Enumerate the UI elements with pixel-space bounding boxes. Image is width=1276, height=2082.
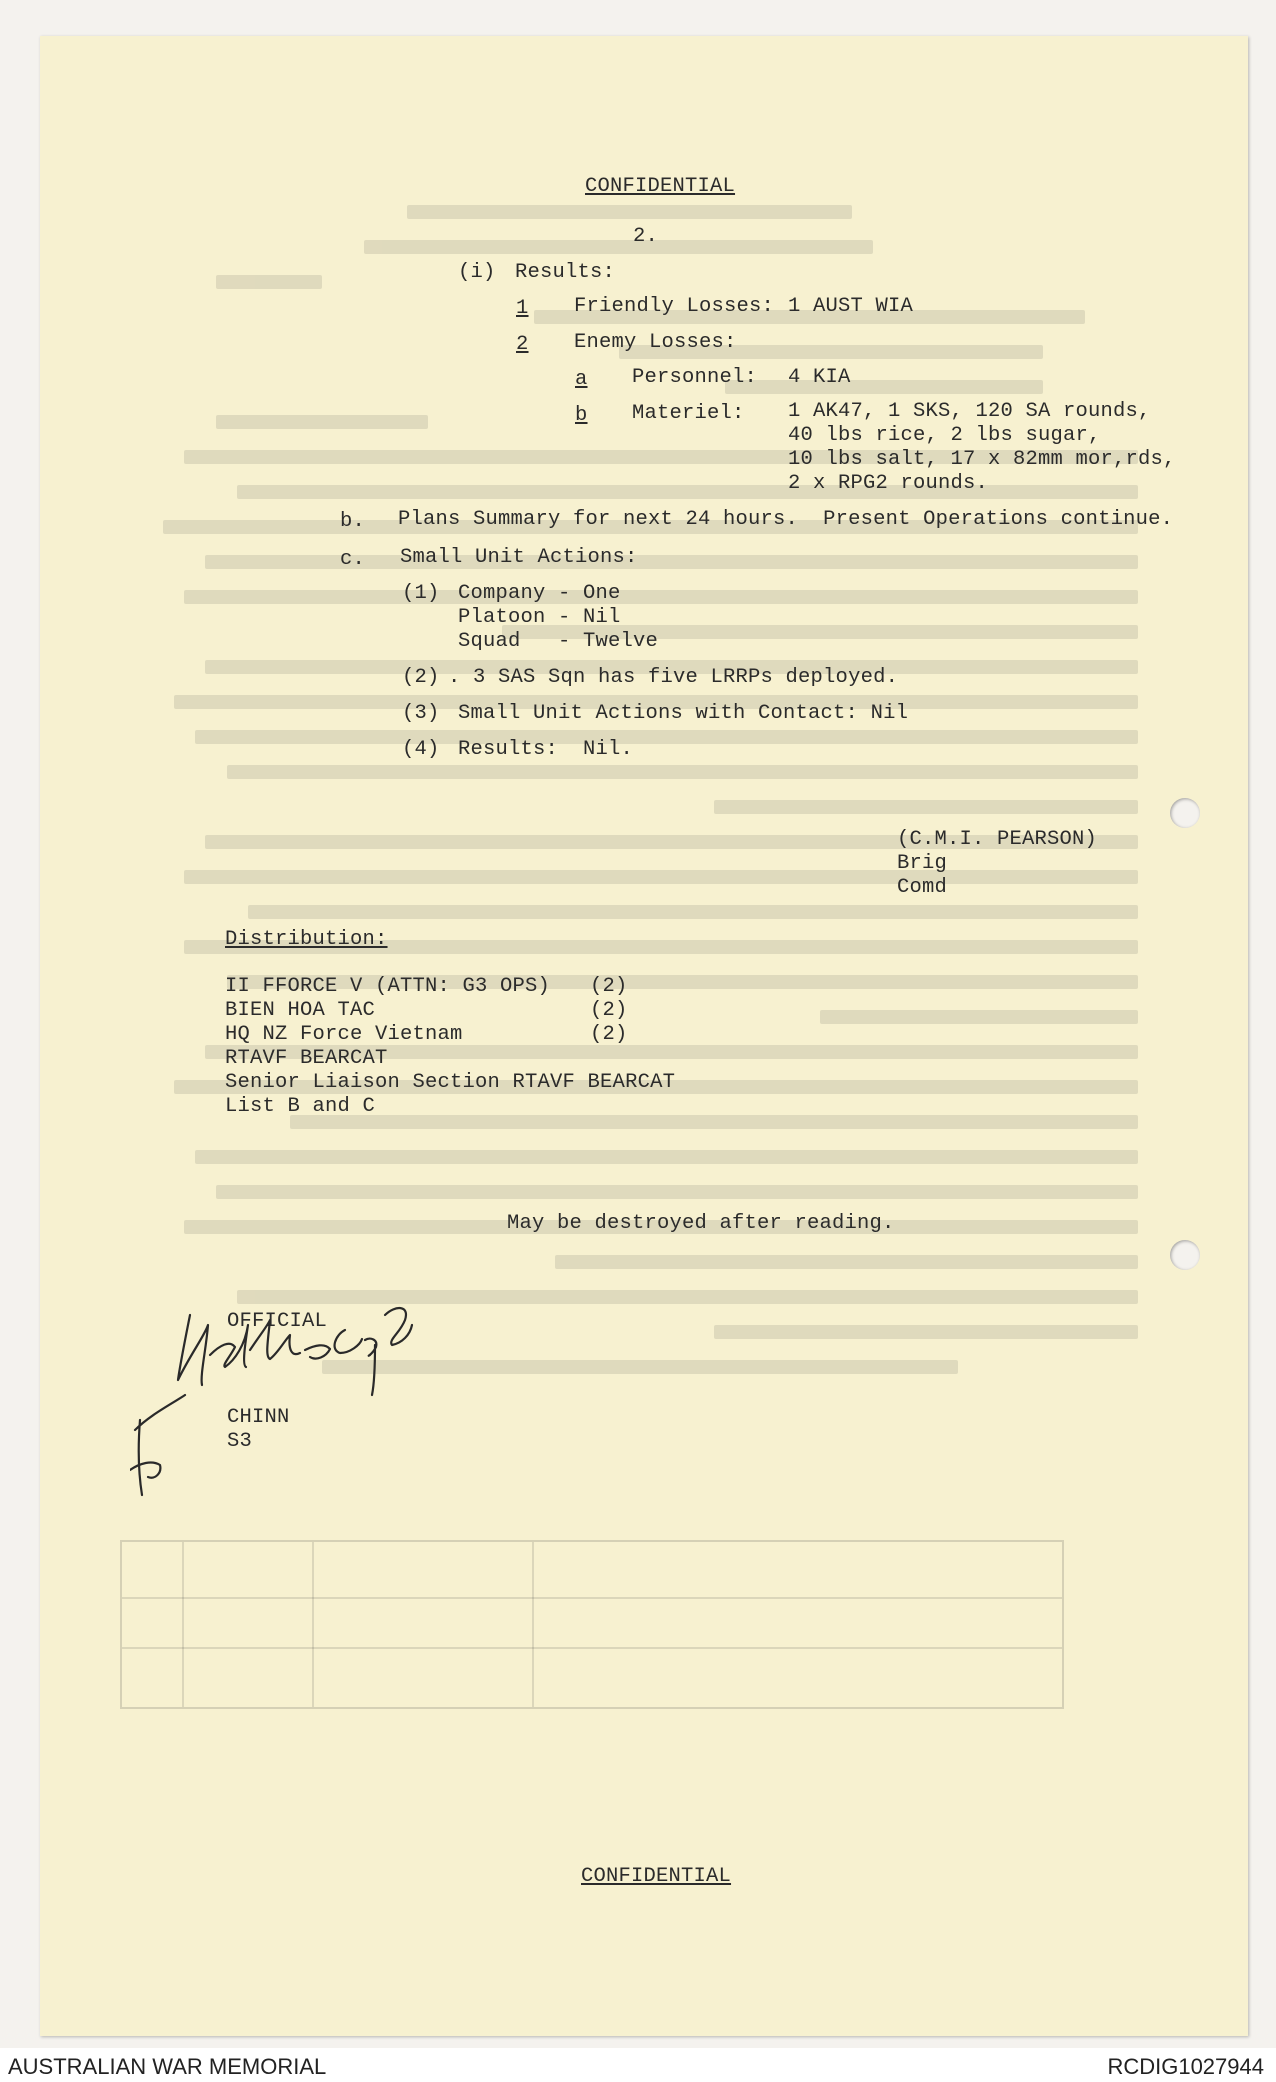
small-unit-number: c. [340, 548, 366, 571]
small-unit-item-line: . 3 SAS Sqn has five LRRPs deployed. [448, 666, 899, 689]
small-unit-item-line: Platoon - Nil [458, 606, 621, 629]
small-unit-item-line: Results: Nil. [458, 738, 634, 761]
distribution-copies: (2) [590, 1023, 628, 1046]
personnel-value: 4 KIA [788, 366, 851, 389]
small-unit-item-line: Company - One [458, 582, 621, 605]
classification-footer: CONFIDENTIAL [581, 1865, 732, 1888]
archive-footer [0, 2048, 1276, 2082]
friendly-losses-number: 1 [516, 297, 529, 320]
plans-summary: Plans Summary for next 24 hours. Present Operations continue. [398, 508, 1174, 531]
materiel-line: 2 x RPG2 rounds. [788, 472, 989, 495]
signatory-rank: Brig [897, 852, 948, 875]
plans-number: b. [340, 510, 366, 533]
archive-institution: AUSTRALIAN WAR MEMORIAL [8, 2054, 327, 2079]
small-unit-item-number: (4) [402, 738, 440, 761]
small-unit-item-line: Small Unit Actions with Contact: Nil [458, 702, 909, 725]
friendly-losses-label: Friendly Losses: [574, 295, 775, 318]
distribution-recipient: RTAVF BEARCAT [225, 1047, 388, 1070]
personnel-letter: a [575, 368, 588, 391]
small-unit-heading: Small Unit Actions: [400, 546, 638, 569]
small-unit-item-number: (3) [402, 702, 440, 725]
punch-hole-top [1170, 798, 1200, 828]
official-label: OFFICIAL [227, 1310, 328, 1333]
archive-id: RCDIG1027944 [1107, 2054, 1264, 2079]
distribution-recipient: HQ NZ Force Vietnam [225, 1023, 463, 1046]
punch-hole-bottom [1170, 1240, 1200, 1270]
materiel-line: 1 AK47, 1 SKS, 120 SA rounds, [788, 400, 1151, 423]
enemy-losses-number: 2 [516, 333, 529, 356]
classification-header: CONFIDENTIAL [585, 175, 736, 198]
materiel-line: 40 lbs rice, 2 lbs sugar, [788, 424, 1101, 447]
results-heading: Results: [515, 261, 616, 284]
distribution-recipient: Senior Liaison Section RTAVF BEARCAT [225, 1071, 676, 1094]
friendly-losses-value: 1 AUST WIA [788, 295, 914, 318]
page-number: 2. [633, 225, 659, 248]
materiel-label: Materiel: [632, 402, 745, 425]
signatory-name: (C.M.I. PEARSON) [897, 828, 1098, 851]
distribution-recipient: BIEN HOA TAC [225, 999, 376, 1022]
signatory-role: Comd [897, 876, 948, 899]
distribution-copies: (2) [590, 999, 628, 1022]
official-name: CHINN [227, 1406, 290, 1429]
materiel-line: 10 lbs salt, 17 x 82mm mor,rds, [788, 448, 1176, 471]
distribution-copies: (2) [590, 975, 628, 998]
results-number: (i) [458, 261, 496, 284]
distribution-recipient: II FFORCE V (ATTN: G3 OPS) [225, 975, 551, 998]
small-unit-item-number: (1) [402, 582, 440, 605]
distribution-recipient: List B and C [225, 1095, 376, 1118]
official-role: S3 [227, 1430, 253, 1453]
destroy-note: May be destroyed after reading. [507, 1212, 895, 1235]
bleed-through-table [120, 1540, 1064, 1709]
small-unit-item-line: Squad - Twelve [458, 630, 659, 653]
handwritten-signature [130, 1295, 500, 1525]
materiel-letter: b [575, 404, 588, 427]
enemy-losses-label: Enemy Losses: [574, 331, 737, 354]
distribution-heading: Distribution: [225, 928, 388, 951]
personnel-label: Personnel: [632, 366, 758, 389]
small-unit-item-number: (2) [402, 666, 440, 689]
